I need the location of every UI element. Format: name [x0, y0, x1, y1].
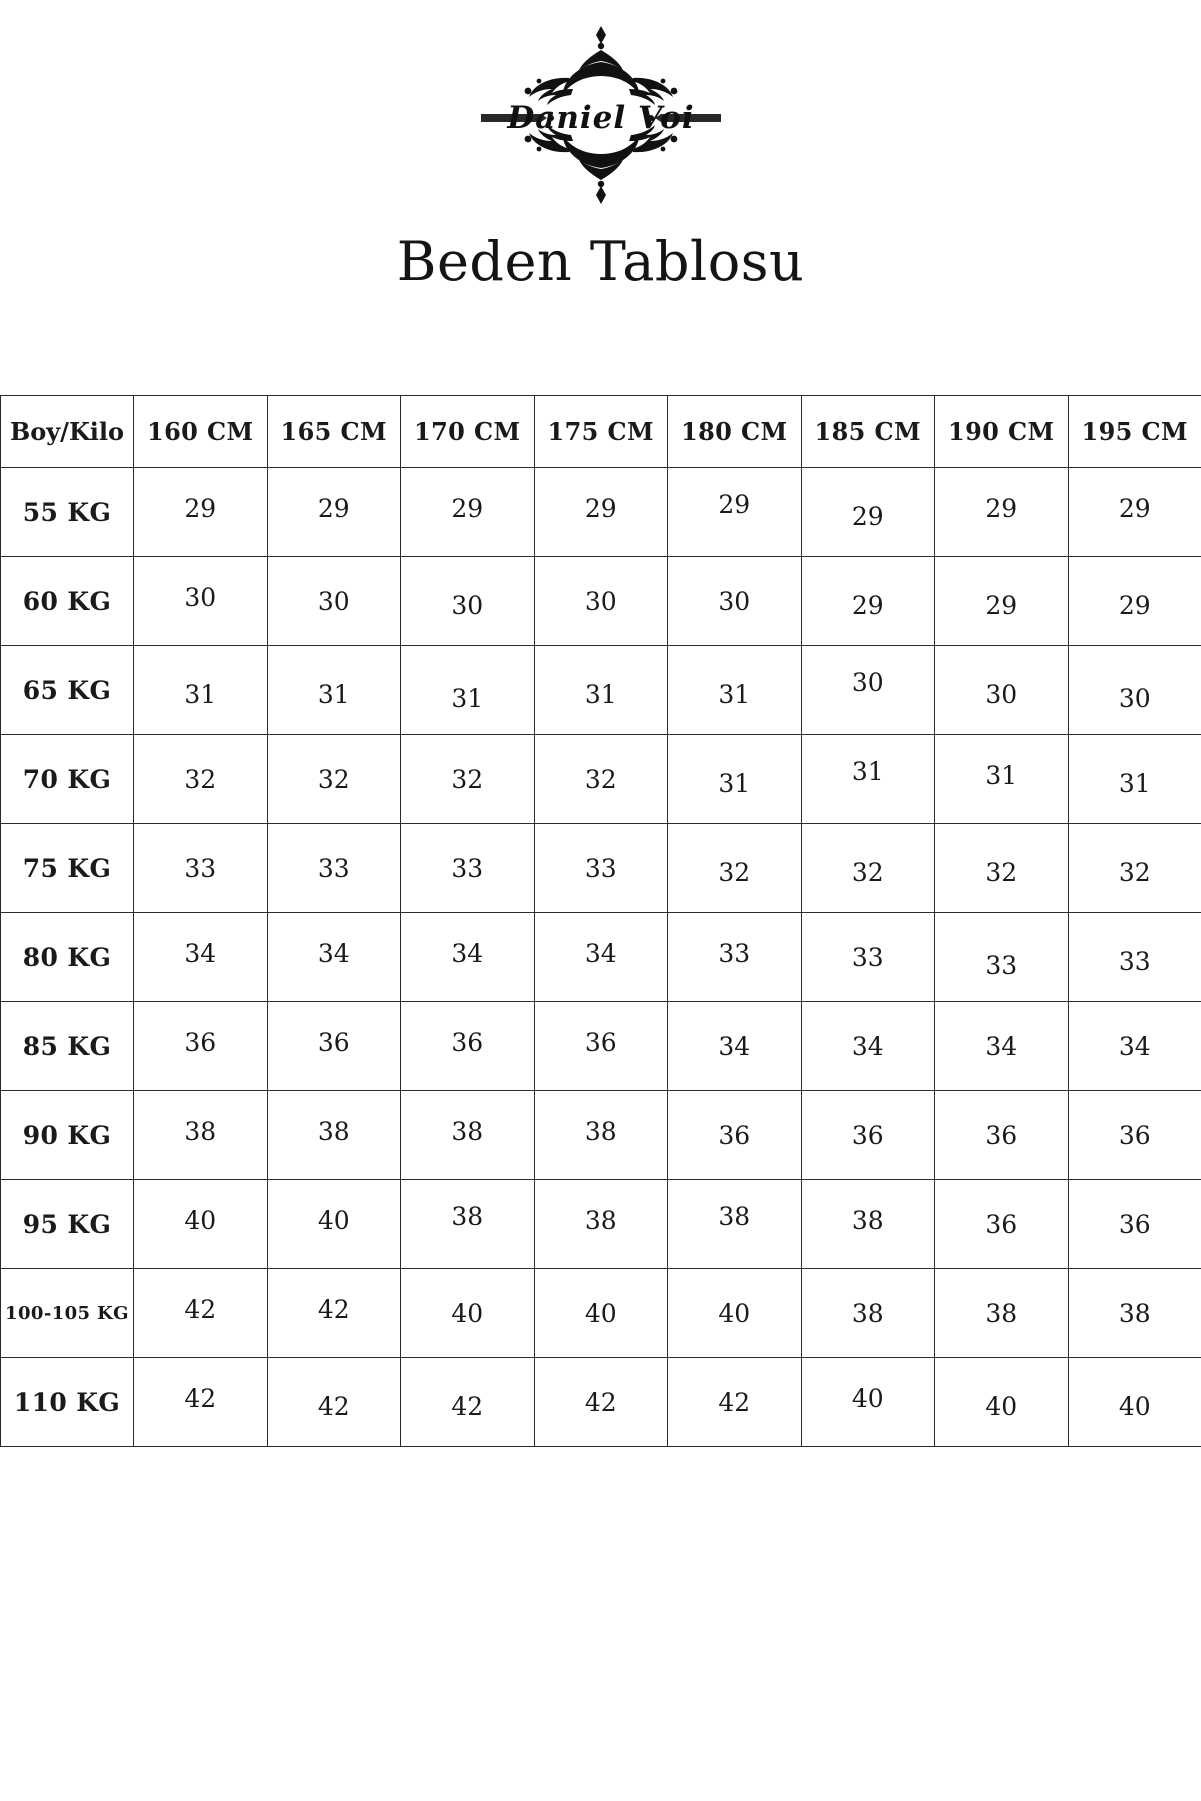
cell-value: 32	[985, 857, 1018, 887]
table-cell	[935, 913, 1069, 1002]
table-cell	[267, 1180, 401, 1269]
cell-value: 29	[851, 590, 884, 620]
table-cell	[801, 646, 935, 735]
table-cell	[134, 1091, 268, 1180]
table-cell	[534, 1269, 668, 1358]
cell-value: 33	[317, 853, 350, 883]
cell-value: 42	[718, 1387, 751, 1417]
cell-value: 34	[718, 1031, 751, 1061]
table-cell	[935, 1002, 1069, 1091]
cell-value: 40	[184, 1205, 217, 1235]
cell-value: 42	[317, 1391, 350, 1421]
table-cell	[668, 1358, 802, 1447]
table-row	[1, 646, 1201, 735]
cell-value: 30	[184, 582, 217, 612]
cell-value: 29	[851, 501, 884, 531]
cell-value: 36	[718, 1120, 751, 1150]
cell-value: 30	[851, 667, 884, 697]
table-cell	[267, 646, 401, 735]
cell-value: 31	[184, 679, 217, 709]
cell-value: 40	[317, 1205, 350, 1235]
cell-value: 36	[1118, 1120, 1151, 1150]
row-header: 75 KG	[1, 824, 134, 913]
table-cell	[668, 1002, 802, 1091]
row-header: 100-105 KG	[1, 1269, 134, 1358]
table-cell	[1068, 1002, 1201, 1091]
cell-value: 33	[451, 853, 484, 883]
cell-value: 31	[451, 683, 484, 713]
cell-value: 40	[985, 1391, 1018, 1421]
table-cell	[534, 557, 668, 646]
table-cell	[134, 1358, 268, 1447]
cell-value: 32	[584, 764, 617, 794]
cell-value: 36	[317, 1027, 350, 1057]
cell-value: 34	[851, 1031, 884, 1061]
table-cell	[801, 1358, 935, 1447]
cell-value: 42	[451, 1391, 484, 1421]
table-cell	[267, 557, 401, 646]
cell-value: 34	[451, 938, 484, 968]
table-cell	[401, 1180, 535, 1269]
table-cell	[1068, 824, 1201, 913]
table-cell	[801, 1180, 935, 1269]
table-cell	[401, 824, 535, 913]
cell-value: 29	[317, 493, 350, 523]
row-header: 55 KG	[1, 468, 134, 557]
row-header: 85 KG	[1, 1002, 134, 1091]
cell-value: 33	[584, 853, 617, 883]
table-cell	[1068, 1358, 1201, 1447]
column-header: 195 CM	[1068, 396, 1201, 468]
cell-value: 40	[451, 1298, 484, 1328]
table-row	[1, 1358, 1201, 1447]
cell-value: 31	[584, 679, 617, 709]
table-cell	[267, 1358, 401, 1447]
cell-value: 42	[184, 1294, 217, 1324]
table-cell	[1068, 646, 1201, 735]
table-cell	[668, 1180, 802, 1269]
cell-value: 34	[317, 938, 350, 968]
table-cell	[134, 1180, 268, 1269]
table-cell	[401, 557, 535, 646]
table-cell	[935, 468, 1069, 557]
table-cell	[668, 557, 802, 646]
cell-value: 33	[985, 950, 1018, 980]
table-cell	[534, 1002, 668, 1091]
table-cell	[801, 1002, 935, 1091]
cell-value: 42	[184, 1383, 217, 1413]
table-cell	[801, 824, 935, 913]
cell-value: 36	[451, 1027, 484, 1057]
table-cell	[134, 1269, 268, 1358]
cell-value: 40	[1118, 1391, 1151, 1421]
table-cell	[267, 468, 401, 557]
table-cell	[134, 913, 268, 1002]
cell-value: 34	[1118, 1031, 1151, 1061]
table-cell	[1068, 468, 1201, 557]
table-cell	[801, 1269, 935, 1358]
table-cell	[935, 1269, 1069, 1358]
table-cell	[267, 913, 401, 1002]
cell-value: 31	[718, 768, 751, 798]
column-header: 170 CM	[401, 396, 535, 468]
size-table	[0, 395, 1201, 1447]
table-cell	[401, 468, 535, 557]
cell-value: 30	[451, 590, 484, 620]
cell-value: 38	[451, 1116, 484, 1146]
table-row	[1, 557, 1201, 646]
cell-value: 32	[184, 764, 217, 794]
cell-value: 33	[851, 942, 884, 972]
cell-value: 29	[584, 493, 617, 523]
table-row	[1, 1002, 1201, 1091]
table-cell	[267, 1002, 401, 1091]
table-cell	[534, 646, 668, 735]
table-cell	[935, 735, 1069, 824]
corner-header: Boy/Kilo	[1, 396, 134, 468]
table-cell	[668, 735, 802, 824]
cell-value: 38	[584, 1116, 617, 1146]
table-cell	[668, 1269, 802, 1358]
table-cell	[668, 913, 802, 1002]
cell-value: 31	[718, 679, 751, 709]
brand-logo	[0, 0, 1201, 200]
table-cell	[935, 824, 1069, 913]
ornamental-crest-icon	[451, 18, 751, 213]
table-cell	[267, 824, 401, 913]
table-cell	[401, 913, 535, 1002]
cell-value: 29	[985, 493, 1018, 523]
table-header-row	[1, 396, 1201, 468]
table-cell	[401, 646, 535, 735]
cell-value: 31	[1118, 768, 1151, 798]
table-cell	[1068, 1269, 1201, 1358]
table-cell	[1068, 913, 1201, 1002]
table-cell	[1068, 557, 1201, 646]
table-row	[1, 1180, 1201, 1269]
cell-value: 34	[584, 938, 617, 968]
row-header: 90 KG	[1, 1091, 134, 1180]
row-header: 70 KG	[1, 735, 134, 824]
cell-value: 32	[317, 764, 350, 794]
table-cell	[134, 468, 268, 557]
table-cell	[668, 468, 802, 557]
cell-value: 29	[1118, 493, 1151, 523]
table-cell	[134, 735, 268, 824]
cell-value: 36	[184, 1027, 217, 1057]
table-cell	[134, 646, 268, 735]
table-cell	[401, 1002, 535, 1091]
cell-value: 30	[985, 679, 1018, 709]
table-cell	[134, 824, 268, 913]
cell-value: 40	[718, 1298, 751, 1328]
table-cell	[935, 557, 1069, 646]
cell-value: 38	[985, 1298, 1018, 1328]
cell-value: 33	[1118, 946, 1151, 976]
table-row	[1, 1091, 1201, 1180]
table-row	[1, 735, 1201, 824]
column-header: 160 CM	[134, 396, 268, 468]
cell-value: 38	[451, 1201, 484, 1231]
table-cell	[935, 646, 1069, 735]
table-cell	[935, 1091, 1069, 1180]
table-cell	[534, 735, 668, 824]
cell-value: 38	[1118, 1298, 1151, 1328]
cell-value: 36	[584, 1027, 617, 1057]
cell-value: 32	[851, 857, 884, 887]
table-cell	[801, 557, 935, 646]
table-cell	[534, 468, 668, 557]
row-header: 110 KG	[1, 1358, 134, 1447]
cell-value: 36	[985, 1209, 1018, 1239]
table-cell	[801, 735, 935, 824]
table-cell	[668, 824, 802, 913]
table-cell	[267, 1091, 401, 1180]
table-row	[1, 468, 1201, 557]
table-cell	[801, 468, 935, 557]
cell-value: 30	[584, 586, 617, 616]
cell-value: 29	[1118, 590, 1151, 620]
cell-value: 38	[718, 1201, 751, 1231]
cell-value: 33	[718, 938, 751, 968]
table-cell	[534, 913, 668, 1002]
table-cell	[534, 1180, 668, 1269]
size-table-container	[0, 395, 1201, 1447]
cell-value: 34	[985, 1031, 1018, 1061]
column-header: 175 CM	[534, 396, 668, 468]
cell-value: 34	[184, 938, 217, 968]
column-header: 165 CM	[267, 396, 401, 468]
cell-value: 38	[851, 1298, 884, 1328]
page-title: Beden Tablosu	[396, 230, 805, 293]
cell-value: 38	[851, 1205, 884, 1235]
row-header: 95 KG	[1, 1180, 134, 1269]
table-cell	[134, 557, 268, 646]
table-cell	[134, 1002, 268, 1091]
cell-value: 36	[985, 1120, 1018, 1150]
cell-value: 30	[718, 586, 751, 616]
table-cell	[1068, 1091, 1201, 1180]
table-cell	[267, 735, 401, 824]
column-header: 190 CM	[935, 396, 1069, 468]
table-cell	[401, 1358, 535, 1447]
cell-value: 30	[1118, 683, 1151, 713]
cell-value: 30	[317, 586, 350, 616]
cell-value: 29	[184, 493, 217, 523]
row-header: 80 KG	[1, 913, 134, 1002]
table-cell	[1068, 1180, 1201, 1269]
row-header: 60 KG	[1, 557, 134, 646]
table-cell	[401, 1269, 535, 1358]
cell-value: 36	[1118, 1209, 1151, 1239]
cell-value: 38	[584, 1205, 617, 1235]
table-cell	[668, 1091, 802, 1180]
cell-value: 40	[584, 1298, 617, 1328]
table-cell	[668, 646, 802, 735]
cell-value: 36	[851, 1120, 884, 1150]
column-header: 185 CM	[801, 396, 935, 468]
table-row	[1, 913, 1201, 1002]
cell-value: 40	[851, 1383, 884, 1413]
column-header: 180 CM	[668, 396, 802, 468]
table-cell	[801, 913, 935, 1002]
cell-value: 33	[184, 853, 217, 883]
cell-value: 42	[584, 1387, 617, 1417]
cell-value: 38	[317, 1116, 350, 1146]
row-header: 65 KG	[1, 646, 134, 735]
cell-value: 42	[317, 1294, 350, 1324]
table-row	[1, 1269, 1201, 1358]
cell-value: 38	[184, 1116, 217, 1146]
cell-value: 32	[451, 764, 484, 794]
table-cell	[935, 1358, 1069, 1447]
cell-value: 31	[851, 756, 884, 786]
table-cell	[534, 824, 668, 913]
table-cell	[401, 735, 535, 824]
cell-value: 31	[317, 679, 350, 709]
table-cell	[935, 1180, 1069, 1269]
cell-value: 29	[718, 489, 751, 519]
cell-value: 32	[1118, 857, 1151, 887]
cell-value: 29	[985, 590, 1018, 620]
brand-wordmark: Daniel Voi	[506, 100, 695, 136]
table-row	[1, 824, 1201, 913]
table-cell	[401, 1091, 535, 1180]
table-cell	[801, 1091, 935, 1180]
table-cell	[1068, 735, 1201, 824]
table-cell	[267, 1269, 401, 1358]
table-cell	[534, 1358, 668, 1447]
table-cell	[534, 1091, 668, 1180]
cell-value: 29	[451, 493, 484, 523]
cell-value: 32	[718, 857, 751, 887]
cell-value: 31	[985, 760, 1018, 790]
